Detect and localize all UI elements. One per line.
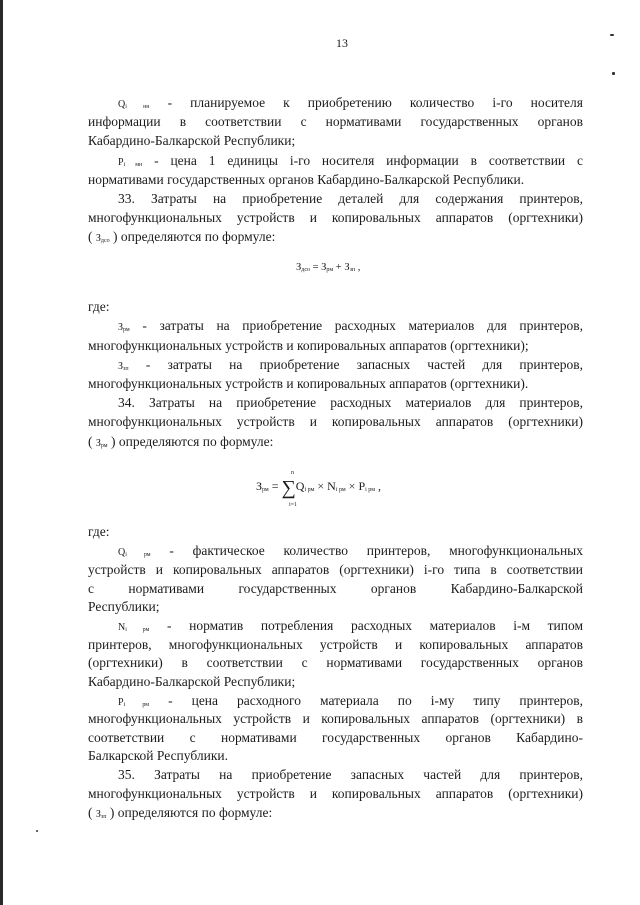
text-line: где: — [88, 299, 110, 314]
sum-lower-limit: i=1 — [289, 502, 298, 508]
formula-end: , — [375, 479, 381, 493]
text-line: ( Зрм ) определяются по формуле: — [88, 434, 274, 449]
variable-symbol: Qi рм — [118, 547, 151, 558]
formula-zrm — [256, 477, 381, 500]
text-line: Республики; — [88, 599, 160, 614]
page-number: 13 — [336, 36, 348, 50]
formula-term-zrm: Зрм — [321, 262, 334, 273]
text-line: (оргтехники) в соответствии с нормативами государственных органов — [88, 655, 583, 670]
formula-plus: + — [333, 262, 345, 273]
scan-speck — [612, 72, 615, 75]
text-line: многофункциональных устройств и копировальных аппаратов (оргтехники) — [88, 786, 583, 801]
text-line: 34. Затраты на приобретение расходных материалов для принтеров, — [118, 395, 583, 410]
variable-symbol: Ззп — [118, 361, 129, 372]
text-line: ( Здсо ) определяются по формуле: — [88, 229, 276, 244]
formula-zdso — [296, 262, 360, 273]
variable-symbol: Ni рм — [118, 622, 150, 633]
text-line: ( Ззп ) определяются по формуле: — [88, 805, 273, 820]
formula-lhs: Зрм — [256, 479, 269, 493]
text-line: с нормативами государственных органов Кабардино-Балкарской — [88, 581, 583, 596]
formula-term-n: Ni рм — [327, 479, 346, 493]
variable-symbol: Зрм — [95, 438, 108, 449]
text-line: принтеров, многофункциональных устройств и копировальных аппаратов — [88, 637, 583, 652]
text-line: нормативами государственных органов Кабардино-Балкарской Республики. — [88, 172, 525, 187]
text-line: 33. Затраты на приобретение деталей для содержания принтеров, — [118, 191, 583, 206]
formula-equals: = — [268, 479, 282, 493]
formula-term-p: Pi рм — [358, 479, 375, 493]
text-line: Pi рм - цена расходного материала по i-му типу принтеров, — [118, 693, 583, 708]
scan-speck — [36, 830, 38, 832]
text-line: Ni рм - норматив потребления расходных материалов i-м типом — [118, 618, 583, 633]
sum-symbol: ∑ — [281, 477, 296, 499]
text-line: Qi рм - фактическое количество принтеров, многофункциональных — [118, 543, 584, 558]
text-line: соответствии с нормативами государственных органов Кабардино- — [88, 730, 583, 745]
scan-border — [0, 0, 3, 905]
formula-term-q: Qi рм — [295, 479, 315, 493]
variable-symbol: Pi мн — [118, 157, 143, 168]
text-line: Зрм - затраты на приобретение расходных материалов для принтеров, — [118, 318, 583, 333]
formula-end: , — [355, 262, 361, 273]
text-line: 35. Затраты на приобретение запасных частей для принтеров, — [118, 767, 583, 782]
formula-lhs: Здсо — [296, 262, 310, 273]
variable-symbol: Ззп — [95, 809, 107, 820]
text-line: где: — [88, 524, 110, 539]
text-line: Ззп - затраты на приобретение запасных частей для принтеров, — [118, 357, 583, 372]
variable-symbol: Здсо — [95, 233, 110, 244]
text-line: информации в соответствии с нормативами государственных органов — [88, 114, 583, 129]
text-line: Кабардино-Балкарской Республики; — [88, 674, 296, 689]
formula-equals: = — [309, 262, 322, 273]
text-line: многофункциональных устройств и копировальных аппаратов (оргтехники). — [88, 376, 529, 391]
formula-term-zzp: Ззп — [344, 262, 356, 273]
sum-upper-limit: n — [291, 470, 294, 476]
variable-symbol: Qi нн — [118, 99, 150, 110]
text-line: Qi нн - планируемое к приобретению количество i-го носителя — [118, 95, 583, 110]
text-line: многофункциональных устройств и копировальных аппаратов (оргтехники) в — [88, 711, 583, 726]
formula-times: × — [345, 479, 359, 493]
text-line: многофункциональных устройств и копировальных аппаратов (оргтехники) — [88, 414, 583, 429]
text-line: Pi мн - цена 1 единицы i-го носителя информации в соответствии с — [118, 153, 583, 168]
formula-times: × — [314, 479, 328, 493]
text-line: устройств и копировальных аппаратов (оргтехники) i-го типа в соответствии — [88, 562, 583, 577]
variable-symbol: Зрм — [118, 322, 130, 333]
text-line: Кабардино-Балкарской Республики; — [88, 133, 296, 148]
text-line: Балкарской Республики. — [88, 748, 229, 763]
text-line: многофункциональных устройств и копировальных аппаратов (оргтехники); — [88, 338, 529, 353]
text-line: многофункциональных устройств и копировальных аппаратов (оргтехники) — [88, 210, 583, 225]
variable-symbol: Pi рм — [118, 697, 150, 708]
